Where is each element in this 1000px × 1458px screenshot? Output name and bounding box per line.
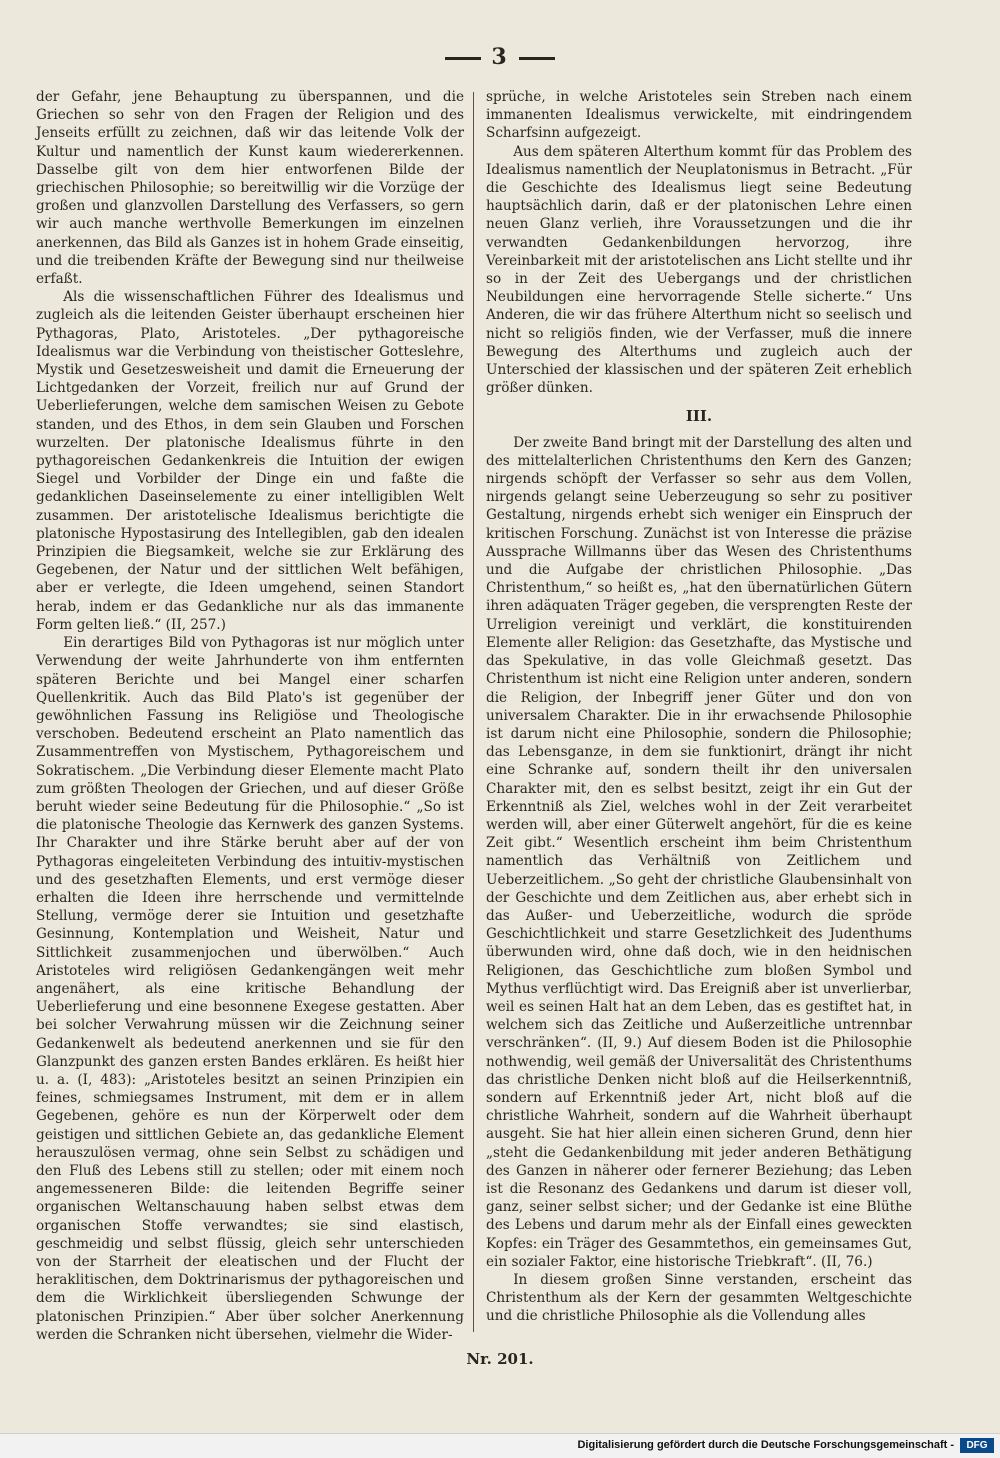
digitization-notice: Digitalisierung gefördert durch die Deutsche Forschungsgemeinschaft -: [577, 1439, 954, 1451]
paragraph: Aus dem späteren Alterthum kommt für das Problem des Idealismus namentlich der Neuplatonismus in Betracht. „Für die Geschichte des Idealismus liegt seine Bedeutung hauptsächlich darin, daß er der platonischen Lehre einen neuen Glanz verlieh, ihre Voraussetzungen und die ihr verwandten Gedankenbildungen hervorzog, ihre Vereinbarkeit mit der aristotelischen ans Licht stellte und ihr so in der Zeit des Uebergangs und der christlichen Neubildungen eine hervorragende Stelle sicherte.“ Uns Anderen, die wir das frühere Alterthum nicht so seelisch und nicht so religiös finden, wie der Verfasser, muß die innere Bewegung des Alterthums und zugleich auch der Unterschied der klassischen und der späteren Zeit erheblich größer dünken.: [486, 143, 912, 397]
paragraph: In diesem großen Sinne verstanden, erscheint das Christenthum als der Kern der gesammten Weltgeschichte und die christliche Philosophie als die Vollendung alles: [486, 1272, 912, 1325]
paragraph: der Gefahr, jene Behauptung zu überspannen, und die Griechen so sehr von den Fragen der Religion und des Jenseits erfüllt zu zeichnen, daß wir das leitende Volk der Kultur und namentlich der Kunst kaum wiedererkennen. Dasselbe gilt von dem hier entworfenen Bilde der griechischen Philosophie; so bereitwillig wir die Vorzüge der großen und glanzvollen Darstellung des Verfassers, so gern wir auch manche werthvolle Bemerkungen im einzelnen anerkennen, das Bild als Ganzes ist in hohem Grade einseitig, und die treibenden Kräfte der Bewegung sind nur theilweise erfaßt.: [36, 89, 464, 288]
paragraph: Ein derartiges Bild von Pythagoras ist nur möglich unter Verwendung der weite Jahrhunderte von ihm entfernten späteren Berichte und bei Mangel einer scharfen Quellenkritik. Auch das Bild Plato's ist gegenüber der gewöhnlichen Fassung ins Religiöse und Theologische verschoben. Bedeutend erscheint an Plato namentlich das Zusammentreffen von Mystischem, Pythagoreischem und Sokratischem. „Die Verbindung dieser Elemente macht Plato zum größten Theologen der Griechen, und auf dieser Größe beruht wieder seine Bedeutung für die Philosophie.“ „So ist die platonische Theologie das Kernwerk des ganzen Systems. Ihr Charakter und ihre Stärke beruht aber auf der von Pythagoras eingeleiteten Verbindung des intuitiv-mystischen und des gesetzhaften Elements, und erst vermöge dieser erhalten die Ideen ihre herrschende und vermittelnde Stellung, vermöge derer sie Intuition und gesetzhafte Gesinnung, Kontemplation und Weisheit, Natur und Sittlichkeit zusammenjochen und überwölben.“ Auch Aristoteles wird religiösen Gedankengängen weit mehr angenähert, als eine kritische Behandlung der Ueberlieferung und eine besonnene Exegese gestatten. Aber bei solcher Verwahrung müssen wir die Zeichnung seiner Gedankenwelt als bedeutend anerkennen und sie für den Glanzpunkt des ganzen ersten Bandes erklären. Es heißt hier u. a. (I, 483): „Aristoteles besitzt an seinen Prinzipien ein feines, schmiegsames Instrument, mit dem er in allem Gegebenen, gehöre es nun der Körperwelt oder dem geistigen und sittlichen Gebiete an, das gedankliche Element herauszulösen vermag, ohne sein Selbst zu schädigen und den Fluß des Lebens still zu stellen; oder mit einem noch angemesseneren Bilde: die leitenden Begriffe seiner organischen Weltanschauung haben selbst etwas dem organischen Stoffe verwandtes; sie sind elastisch, geschmeidig und selbst flüssig, gleich sehr unterschieden von der Starrheit der eleatischen und der Flucht der heraklitischen, dem Doktrinarismus der pythagoreischen und dem die Wirklichkeit übersliegenden Schwunge der platonischen Prinzipien.“ Aber über solcher Anerkennung werden die Schranken nicht übersehen, vielmehr die Wider-: [36, 635, 464, 1343]
left-column: [36, 88, 464, 1344]
paragraph: Der zweite Band bringt mit der Darstellung des alten und des mittelalterlichen Christenthums den Kern des Ganzen; nirgends schöpft der Verfasser so sehr aus dem Vollen, nirgends gelangt seine Ueberzeugung so sehr zu positiver Gestaltung, nirgends erhebt sich weniger ein Einspruch der kritischen Forschung. Zunächst ist von Interesse die präzise Aussprache Willmanns über das Wesen des Christenthums und die Aufgabe der christlichen Philosophie. „Das Christenthum,“ so heißt es, „hat den übernatürlichen Gütern ihren adäquaten Träger gegeben, die versprengten Reste der Urreligion vereinigt und verklärt, die konstituirenden Elemente aller Religion: das Gesetzhafte, das Mystische und das Spekulative, in das volle Gleichmaß gesetzt. Das Christenthum ist nicht eine Religion unter anderen, sondern die Religion, der Inbegriff jener Güter und don von universalem Charakter. Die in ihr erwachsende Philosophie ist darum nicht eine Philosophie, sondern die Philosophie; das Lebensganze, in dem sie funktionirt, drängt ihr nicht eine Schranke auf, sondern theilt ihr den universalen Charakter mit, den es selbst besitzt, zeigt ihr ein Gut der Erkenntniß als Ziel, welches wohl in der Zeit verarbeitet werden will, aber einer Güterwelt angehört, für die es keine Zeit gibt.“ Wesentlich erscheint ihm beim Christenthum namentlich das Verhältniß von Zeitlichem und Ueberzeitlichem. „So geht der christliche Glaubensinhalt von der Geschichte und dem Zeitlichen aus, aber erhebt sich in das Außer- und Ueberzeitliche, wodurch die spröde Geschichtlichkeit und starre Gesetzlichkeit des Judenthums überwunden wird, ohne daß doch, wie in den heidnischen Religionen, das Geschichtliche zum bloßen Symbol und Mythus verflüchtigt wird. Das Ereigniß aber ist unverlierbar, weil es seinen Halt hat an dem Leben, das es gestiftet hat, in welchem sich das Zeitliche und Außerzeitliche untrennbar verschränken“. (II, 9.) Auf diesem Boden ist die Philosophie nothwendig, weil gemäß der Universalität des Christenthums das christliche Denken nicht bloß auf die Heilserkenntniß, sondern auf Erkenntniß jeder Art, nicht bloß auf die christliche Wahrheit, sondern auf die Wahrheit überhaupt ausgeht. Sie hat hier allein einen sicheren Grund, denn hier „steht die Gedankenbildung mit jeder anderen Bethätigung des Ganzen in näherer oder fernerer Beziehung; das Leben ist die Resonanz des Gedankens und darum ist dieser voll, ganz, seiner selbst sicher; und der Gedanke ist eine Blüthe des Lebens und darum mehr als der Einfall eines geweckten Kopfes: ein Träger des Gesammtethos, ein gemeinsames Gut, ein sozialer Faktor, eine historische Triebkraft“. (II, 76.): [486, 434, 912, 1270]
dfg-logo-icon: DFG: [960, 1438, 994, 1453]
column-divider: [473, 92, 474, 1332]
paragraph: Als die wissenschaftlichen Führer des Idealismus und zugleich als die leitenden Geister überhaupt erscheinen hier Pythagoras, Plato, Aristoteles. „Der pythagoreische Idealismus war die Verbindung von theistischer Gotteslehre, Mystik und Gesetzesweisheit und damit die Erneuerung der Lichtgedanken der Vorzeit, freilich nur auf Grund der Ueberlieferungen, welche dem samischen Weisen zu Gebote standen, und des Ethos, in dem sein Glauben und Forschen wurzelten. Der platonische Idealismus führte in den pythagoreischen Gedankenkreis die Intuition der ewigen Siegel und Vorbilder der Dinge ein und faßte die gedanklichen Daseinselemente zu einer intelligiblen Welt zusammen. Der aristotelische Idealismus berichtigte die platonische Hypostasirung des Intellegiblen, gab den idealen Prinzipien die Biegsamkeit, welche sie zur Erklärung des Gegebenen, der Natur und der sittlichen Welt befähigen, aber er verlegte, die Ideen umgehend, seinen Standort herab, indem er das Gedankliche nur als das immanente Form gelten ließ.“ (II, 257.): [36, 289, 464, 633]
page-number: 3: [0, 44, 1000, 70]
section-heading: III.: [685, 407, 713, 426]
issue-number: Nr. 201.: [466, 1350, 534, 1368]
right-column: [486, 88, 912, 1326]
digitization-footer: [0, 1433, 1000, 1458]
paragraph: sprüche, in welche Aristoteles sein Streben nach einem immanenten Idealismus verwickelte, mit eindringendem Scharfsinn aufgezeigt.: [486, 89, 912, 142]
